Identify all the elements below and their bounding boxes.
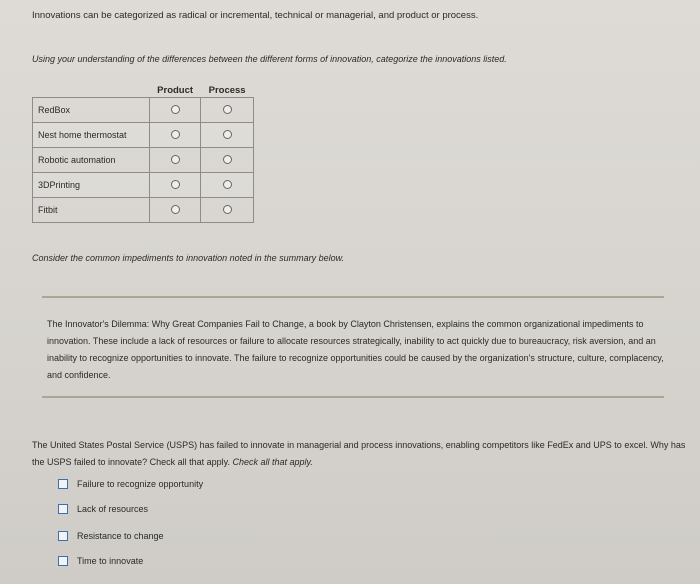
- radio-nest-product[interactable]: [171, 130, 180, 139]
- radio-robotic-process[interactable]: [223, 155, 232, 164]
- row-label-3dprinting: 3DPrinting: [33, 173, 150, 198]
- option-label: Resistance to change: [77, 531, 164, 541]
- question-hint: Check all that apply.: [232, 457, 313, 467]
- option-resistance-to-change[interactable]: [58, 531, 164, 541]
- summary-divider-top: [42, 296, 664, 298]
- column-header-product: Product: [150, 83, 201, 98]
- column-header-process: Process: [201, 83, 254, 98]
- table-header-row: [33, 83, 254, 98]
- radio-3dprinting-product[interactable]: [171, 180, 180, 189]
- radio-fitbit-product[interactable]: [171, 205, 180, 214]
- checkbox-time-to-innovate[interactable]: [58, 556, 68, 566]
- option-label: Failure to recognize opportunity: [77, 479, 204, 489]
- row-label-robotic: Robotic automation: [33, 148, 150, 173]
- table-row: [33, 98, 254, 123]
- option-label: Time to innovate: [77, 556, 144, 566]
- radio-nest-process[interactable]: [223, 130, 232, 139]
- intro-text: Innovations can be categorized as radical or incremental, technical or managerial, and product or process.: [32, 10, 479, 21]
- option-label: Lack of resources: [77, 504, 149, 514]
- table-row: [33, 173, 254, 198]
- checkbox-lack-of-resources[interactable]: [58, 504, 68, 514]
- question-text: [32, 437, 692, 471]
- summary-text: The Innovator's Dilemma: Why Great Companies Fail to Change, a book by Clayton Christensen, explains the common organizational impediments to innovation. These include a lack of resources or failure to allocate resources strategically, inability to act quickly due to bureaucracy, risk aversion, and an inability to recognize opportunities to innovate. The failure to recognize opportunities could be caused by the organization's structure, culture, complacency, and confidence.: [47, 319, 664, 380]
- checkbox-resistance-to-change[interactable]: [58, 531, 68, 541]
- consider-text: Consider the common impediments to innovation noted in the summary below.: [32, 253, 345, 263]
- table-row: [33, 198, 254, 223]
- option-failure-to-recognize[interactable]: [58, 479, 203, 489]
- radio-redbox-process[interactable]: [223, 105, 232, 114]
- summary-divider-bottom: [42, 396, 664, 398]
- radio-fitbit-process[interactable]: [223, 205, 232, 214]
- row-label-fitbit: Fitbit: [33, 198, 150, 223]
- table-header-blank: [33, 83, 150, 98]
- checkbox-failure-to-recognize[interactable]: [58, 479, 68, 489]
- table-row: [33, 123, 254, 148]
- radio-3dprinting-process[interactable]: [223, 180, 232, 189]
- option-time-to-innovate[interactable]: [58, 556, 143, 566]
- instructions-text: Using your understanding of the differences between the different forms of innovation, categorize the innovations listed.: [32, 54, 507, 64]
- row-label-redbox: RedBox: [33, 98, 150, 123]
- option-lack-of-resources[interactable]: [58, 504, 148, 514]
- table-row: [33, 148, 254, 173]
- categorization-table: [32, 83, 254, 223]
- question-body: The United States Postal Service (USPS) has failed to innovate in managerial and process innovations, enabling competitors like FedEx and UPS to excel. Why has the USPS failed to innovate? Check all that apply.: [32, 440, 686, 467]
- radio-robotic-product[interactable]: [171, 155, 180, 164]
- radio-redbox-product[interactable]: [171, 105, 180, 114]
- row-label-nest: Nest home thermostat: [33, 123, 150, 148]
